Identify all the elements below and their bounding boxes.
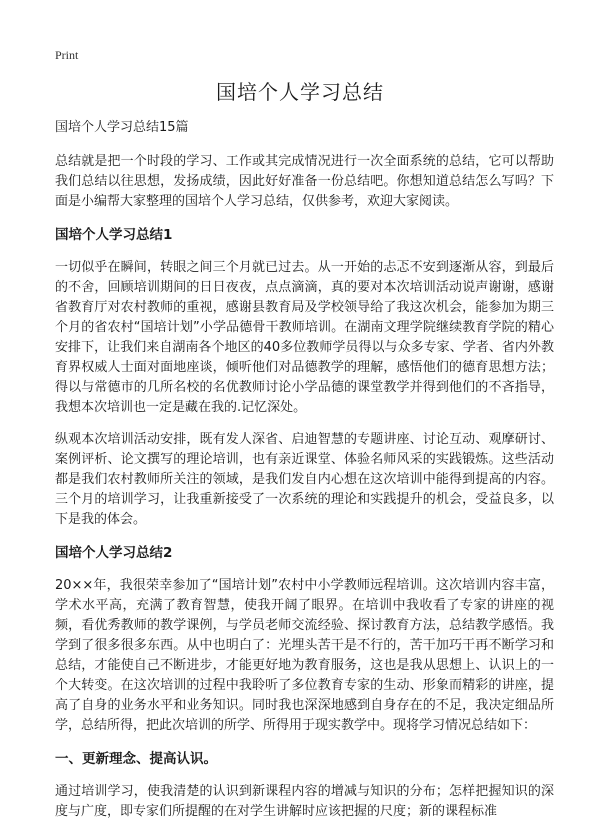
document-subtitle: 国培个人学习总结15篇 xyxy=(55,120,189,135)
section-heading-2: 国培个人学习总结2 xyxy=(55,545,173,561)
section1-paragraph-1: 一切似乎在瞬间，转眼之间三个月就已过去。从一开始的忐忑不安到逐渐从容，到最后的不舍，回顾培训期间的日日夜夜，点点滴滴，真的要对本次培训活动说声谢谢，感谢省教育厅对农村教师的重视，感谢县教育局及学校领导给了我这次机会，能参加为期三个月的省农村“国培计划”小学品德骨干教师培训。在湖南文理学院继续教育学院的精心安排下，让我们来自湖南各个地区的40多位教师学员得以与众多专家、学者、省内外教育界权威人士面对面地座谈，倾听他们对品德教学的理解，感悟他们的德育思想方法；得以与常德市的几所名校的名优教师讨论小学品德的课堂教学并得到他们的不吝指导，我想本次培训也一定是藏在我的.记忆深处。 xyxy=(55,260,554,415)
document-body xyxy=(55,118,554,834)
section2-paragraph-1: 20××年，我很荣幸参加了“国培计划”农村中小学教师远程培训。这次培训内容丰富，学术水平高，充满了教育智慧，使我开阔了眼界。在培训中我收看了专家的讲座的视频，看优秀教师的教学课例，与学员老师交流经验、探讨教育方法，总结教学感悟。我学到了很多很多东西。从中也明白了：光埋头苦干是不行的，苦干加巧干再不断学习和总结，才能使自己不断进步，才能更好地为教育服务，这也是我从思想上、认识上的一个大转变。在这次培训的过程中我聆听了多位教育专家的生动、形象而精彩的讲座，提高了自身的业务水平和业务知识。同时我也深深地感到自身存在的不足，我决定细品所学，总结所得，把此次培训的所学、所得用于现实教学中。现将学习情况总结如下： xyxy=(55,578,554,733)
print-link[interactable]: Print xyxy=(55,48,79,62)
section-heading-1: 国培个人学习总结1 xyxy=(55,227,173,243)
section-heading-3: 一、更新理念、提高认识。 xyxy=(55,751,217,767)
section3-paragraph-1: 通过培训学习，使我清楚的认识到新课程内容的增减与知识的分布；怎样把握知识的深度与广度，即专家们所提醒的在对学生讲解时应该把握的尺度；新的课程标准 xyxy=(55,784,554,819)
intro-paragraph: 总结就是把一个时段的学习、工作或其完成情况进行一次全面系统的总结，它可以帮助我们总结以往思想，发扬成绩，因此好好准备一份总结吧。你想知道总结怎么写吗？下面是小编帮大家整理的国培个人学习总结，仅供参考，欢迎大家阅读。 xyxy=(55,154,554,209)
document-title: 国培个人学习总结 xyxy=(216,80,384,104)
section1-paragraph-2: 纵观本次培训活动安排，既有发人深省、启迪智慧的专题讲座、讨论互动、观摩研讨、案例评析、论文撰写的理论培训，也有亲近课堂、体验名师风采的实践锻炼。这些活动都是我们农村教师所关注的领域，是我们发自内心想在这次培训中能得到提高的内容。三个月的培训学习，让我重新接受了一次系统的理论和实践提升的机会，受益良多，以下是我的体会。 xyxy=(55,432,554,527)
